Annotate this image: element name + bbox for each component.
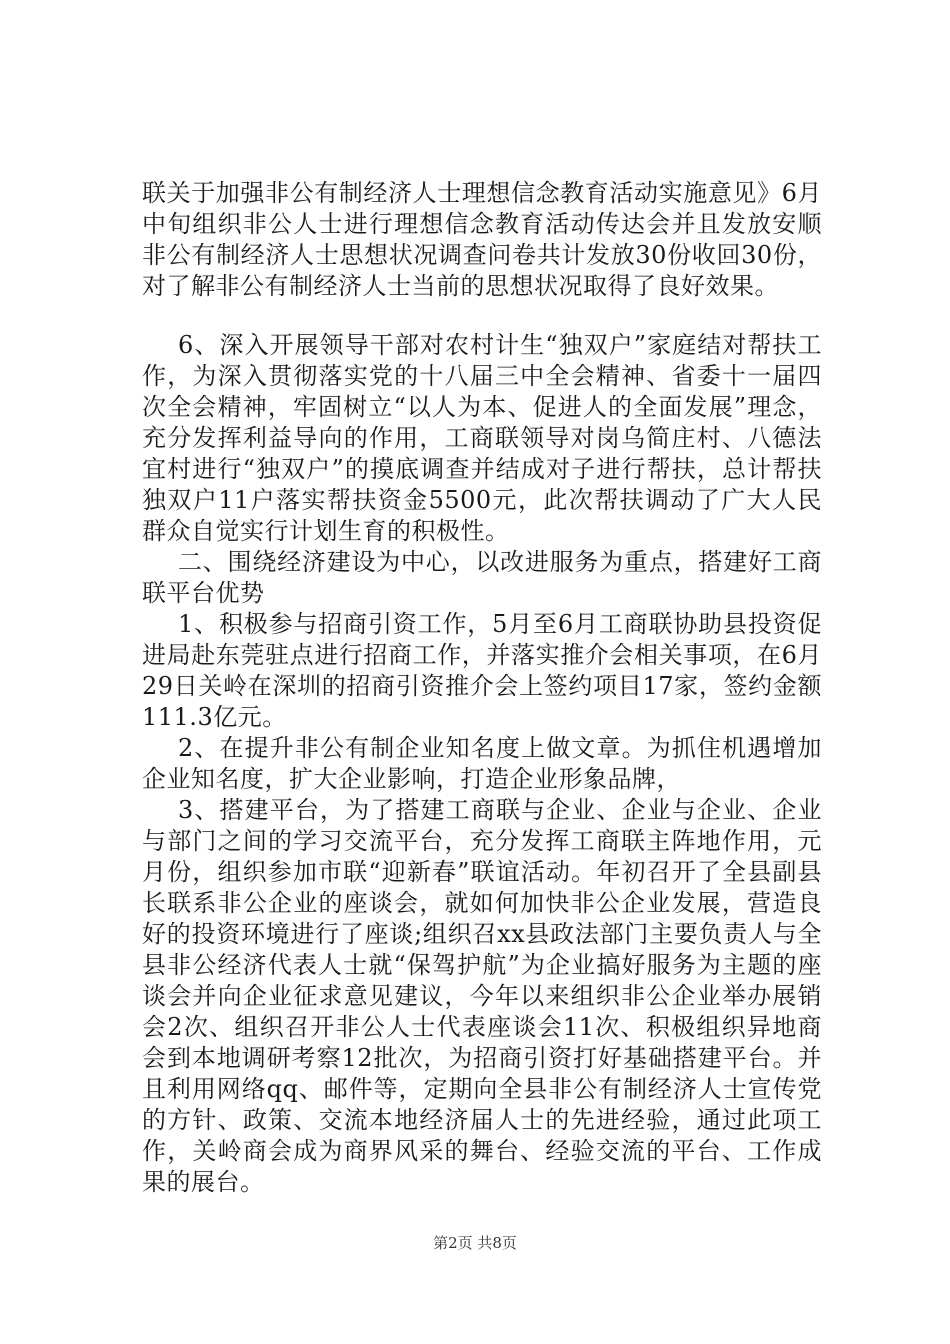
document-body-top (142, 178, 822, 302)
paragraph-continuation: 联关于加强非公有制经济人士理想信念教育活动实施意见》6月中旬组织非公人士进行理想信念教育活动传达会并且发放安顺非公有制经济人士思想状况调查问卷共计发放30份收回30份，对了解非公有制经济人士当前的思想状况取得了良好效果。 (142, 179, 822, 300)
paragraph-item-1: 1、积极参与招商引资工作，5月至6月工商联协助县投资促进局赴东莞驻点进行招商工作，并落实推介会相关事项，在6月29日关岭在深圳的招商引资推介会上签约项目17家，签约金额111.3亿元。 (142, 610, 822, 731)
paragraph-item-2: 2、在提升非公有制企业知名度上做文章。为抓住机遇增加企业知名度，扩大企业影响，打造企业形象品牌， (142, 734, 822, 793)
paragraph-item-6: 6、深入开展领导干部对农村计生“独双户”家庭结对帮扶工作，为深入贯彻落实党的十八届三中全会精神、省委十一届四次全会精神，牢固树立“以人为本、促进人的全面发展”理念，充分发挥利益导向的作用，工商联领导对岗乌简庄村、八德法宜村进行“独双户”的摸底调查并结成对子进行帮扶，总计帮扶独双户11户落实帮扶资金5500元，此次帮扶调动了广大人民群众自觉实行计划生育的积极性。 (142, 331, 822, 545)
paragraph-item-3: 3、搭建平台，为了搭建工商联与企业、企业与企业、企业与部门之间的学习交流平台，充分发挥工商联主阵地作用，元月份，组织参加市联“迎新春”联谊活动。年初召开了全县副县长联系非公企业的座谈会，就如何加快非公企业发展，营造良好的投资环境进行了座谈;组织召xx县政法部门主要负责人与全县非公经济代表人士就“保驾护航”为企业搞好服务为主题的座谈会并向企业征求意见建议，今年以来组织非公企业举办展销会2次、组织召开非公人士代表座谈会11次、积极组织异地商会到本地调研考察12批次，为招商引资打好基础搭建平台。并且利用网络qq、邮件等，定期向全县非公有制经济人士宣传党的方针、政策、交流本地经济届人士的先进经验，通过此项工作，关岭商会成为商界风采的舞台、经验交流的平台、工作成果的展台。 (142, 796, 822, 1196)
section-heading-2: 二、围绕经济建设为中心，以改进服务为重点，搭建好工商联平台优势 (142, 548, 822, 607)
page-footer: 第2页 共8页 (433, 1234, 517, 1252)
document-body-main (142, 330, 822, 1198)
